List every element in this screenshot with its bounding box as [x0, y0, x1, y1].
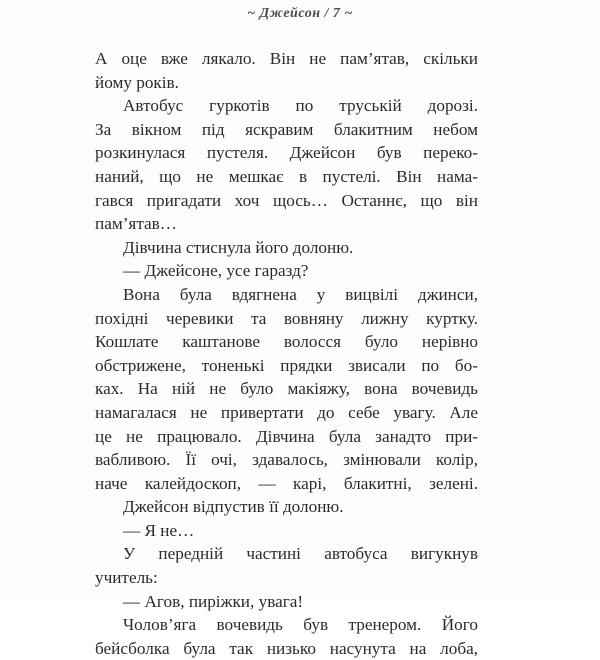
- text-line: У передній частині автобуса вигукнув: [123, 544, 478, 564]
- text-line: це не працювало. Дівчина була занадто при-: [95, 426, 478, 446]
- text-line: намагалася не привертати до себе увагу. Але: [95, 402, 478, 422]
- text-line: пам’ятав…: [95, 214, 177, 234]
- text-line: Джейсон відпустив її долоню.: [123, 497, 344, 517]
- text-line: гався пригадати хоч щось… Останнє, що він: [95, 190, 478, 210]
- text-line: — Агов, пиріжки, увага!: [123, 591, 304, 611]
- text-line: йому років.: [95, 72, 179, 92]
- text-line: Дівчина стиснула його долоню.: [123, 237, 354, 257]
- text-line: Вона була вдягнена у вицвілі джинси,: [123, 284, 478, 304]
- text-line: За вікном під яскравим блакитним небом: [95, 119, 478, 139]
- body-text: [95, 47, 478, 660]
- text-line: Чолов’яга вочевидь був тренером. Його: [123, 615, 478, 635]
- text-line: Автобус гуркотів по труській дорозі.: [123, 96, 478, 116]
- text-line: наний, що не мешкає в пустелі. Він нама-: [95, 166, 478, 186]
- text-line: ках. На ній не було макіяжу, вона вочевидь: [95, 379, 478, 399]
- text-line: Кошлате каштанове волосся було нерівно: [95, 332, 478, 352]
- text-line: вабливою. Її очі, здавалось, змінювали колір,: [95, 450, 478, 470]
- running-head: ~ Джейсон / 7 ~: [247, 6, 353, 21]
- text-line: наче калейдоскоп, — карі, блакитні, зелені.: [95, 473, 478, 493]
- text-line: похідні черевики та вовняну лижну куртку.: [95, 308, 478, 328]
- text-line: бейсболка була так низько насунута на лоба,: [95, 638, 478, 658]
- text-line: обстрижене, тоненькі прядки звисали по бо-: [95, 355, 478, 375]
- text-line: — Я не…: [123, 520, 195, 540]
- text-line: А оце вже лякало. Він не пам’ятав, скільки: [95, 49, 478, 68]
- text-line: учитель:: [95, 568, 158, 588]
- text-line: — Джейсоне, усе гаразд?: [123, 261, 309, 281]
- text-line: розкинулася пустеля. Джейсон був переко-: [95, 143, 478, 163]
